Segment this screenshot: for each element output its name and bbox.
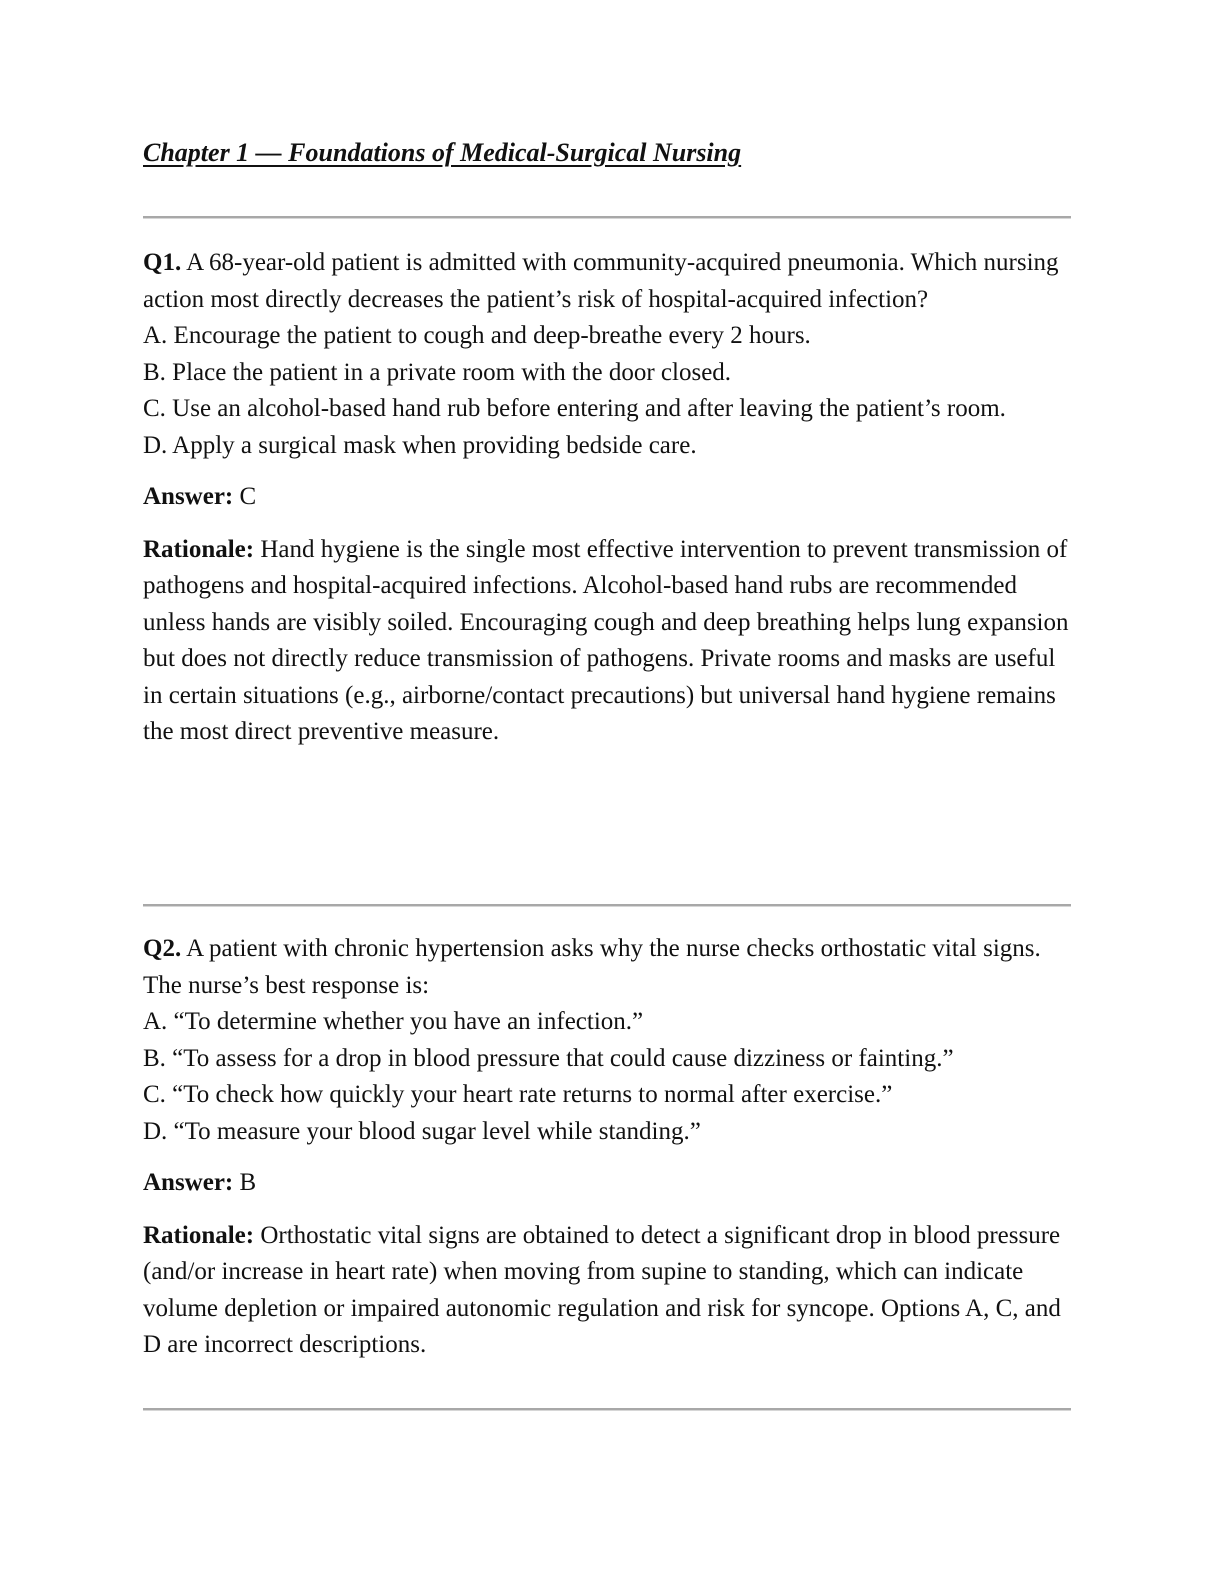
option-c: C. “To check how quickly your heart rate returns to normal after exercise.” <box>143 1081 893 1108</box>
answer-value: B <box>239 1169 257 1196</box>
rationale-text: Hand hygiene is the single most effective intervention to prevent transmission of pathogens and hospital-acquired infections. Alcohol-based hand rubs are recommended unless hands are visibly soiled. Encouraging cough and deep breathing helps lung expansion but does not directly reduce transmission of pathogens. Private rooms and masks are useful in certain situations (e.g., airborne/contact precautions) but universal hand hygiene remains the most direct preventive measure. <box>143 535 1069 745</box>
question-1 <box>143 245 1073 751</box>
option-d: D. Apply a surgical mask when providing bedside care. <box>143 431 697 459</box>
rationale-label: Rationale: <box>143 535 255 563</box>
answer-value: C <box>239 483 257 510</box>
option-d: D. “To measure your blood sugar level while standing.” <box>143 1117 701 1145</box>
answer-options <box>143 318 1073 464</box>
question-text: A patient with chronic hypertension asks why the nurse checks orthostatic vital signs. The nurse’s best response is: <box>143 935 1041 999</box>
section-divider <box>143 1408 1071 1411</box>
question-stem <box>143 245 1073 318</box>
rationale-text: Orthostatic vital signs are obtained to detect a significant drop in blood pressure (and/or increase in heart rate) when moving from supine to standing, which can indicate volume depletion or impaired autonomic regulation and risk for syncope. Options A, C, and D are incorrect descriptions. <box>143 1221 1061 1358</box>
answer-label: Answer: <box>143 483 234 510</box>
question-number: Q1. <box>143 249 182 276</box>
rationale-paragraph <box>143 1218 1073 1364</box>
option-a: A. “To determine whether you have an infection.” <box>143 1008 644 1035</box>
option-b: B. Place the patient in a private room with the door closed. <box>143 358 732 386</box>
section-divider <box>143 216 1071 219</box>
answer-line <box>143 479 1073 516</box>
option-c: C. Use an alcohol-based hand rub before entering and after leaving the patient’s room. <box>143 395 1006 422</box>
option-b: B. “To assess for a drop in blood pressure that could cause dizziness or fainting.” <box>143 1044 954 1072</box>
answer-options <box>143 1004 1073 1150</box>
rationale-label: Rationale: <box>143 1221 255 1249</box>
question-stem <box>143 931 1073 1004</box>
question-2 <box>143 931 1073 1364</box>
chapter-title: Chapter 1 — Foundations of Medical-Surgical Nursing <box>143 138 742 167</box>
rationale-paragraph <box>143 532 1073 751</box>
section-divider <box>143 904 1071 907</box>
answer-label: Answer: <box>143 1169 234 1196</box>
question-text: A 68-year-old patient is admitted with community-acquired pneumonia. Which nursing action most directly decreases the patient’s risk of hospital-acquired infection? <box>143 249 1059 313</box>
option-a: A. Encourage the patient to cough and deep-breathe every 2 hours. <box>143 322 811 349</box>
answer-line <box>143 1165 1073 1202</box>
question-number: Q2. <box>143 935 182 962</box>
